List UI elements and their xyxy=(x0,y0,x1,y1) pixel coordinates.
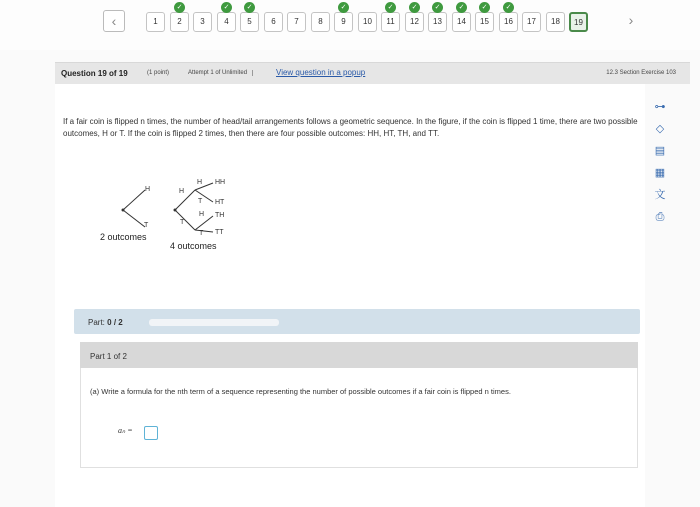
outcome-ht: HT xyxy=(215,199,225,206)
question-6-button[interactable]: 6 xyxy=(264,12,283,32)
tree-right-heads-1: H xyxy=(179,188,185,195)
question-prompt: If a fair coin is flipped n times, the number of head/tail arrangements follows a geometric sequence. In the figure, if the coin is flipped 1 time, there are two possible outcomes, H or T. If the coin is flipped 2 times, then there are four possible outcomes: HH, HT, TH, and TT. xyxy=(63,117,638,138)
completed-check-icon: ✓ xyxy=(221,2,232,13)
completed-check-icon: ✓ xyxy=(174,2,185,13)
tree-left-heads-label: H xyxy=(145,186,151,193)
completed-check-icon: ✓ xyxy=(338,2,349,13)
question-points: (1 point) xyxy=(147,70,170,76)
view-in-popup-link[interactable]: View question in a popup xyxy=(276,68,366,77)
part-1-body xyxy=(80,368,638,468)
tree-left-caption: 2 outcomes xyxy=(100,232,147,242)
answer-input-box[interactable] xyxy=(144,426,158,440)
part-score-label: Part: 0 / 2 xyxy=(88,318,123,327)
completed-check-icon: ✓ xyxy=(385,2,396,13)
part-1-header xyxy=(80,342,638,368)
question-nav-bar xyxy=(0,0,700,50)
question-16-button[interactable]: 16 xyxy=(499,12,518,32)
question-3-button[interactable]: 3 xyxy=(193,12,212,32)
calculator-icon[interactable]: ▦ xyxy=(654,167,666,179)
question-10-button[interactable]: 10 xyxy=(358,12,377,32)
hint-icon[interactable]: ◇ xyxy=(655,123,665,135)
question-header xyxy=(55,62,690,84)
next-question-button[interactable]: › xyxy=(628,12,634,28)
attempt-counter: Attempt 1 of Unlimited xyxy=(188,70,253,76)
question-2-button[interactable]: 2 xyxy=(170,12,189,32)
question-18-button[interactable]: 18 xyxy=(546,12,565,32)
tree-right-caption: 4 outcomes xyxy=(170,241,217,251)
question-13-button[interactable]: 13 xyxy=(428,12,447,32)
question-12-button[interactable]: 12 xyxy=(405,12,424,32)
tree-right-tails-1: T xyxy=(198,198,203,205)
formula-lhs: aₙ = xyxy=(118,426,133,435)
question-8-button[interactable]: 8 xyxy=(311,12,330,32)
completed-check-icon: ✓ xyxy=(479,2,490,13)
question-7-button[interactable]: 7 xyxy=(287,12,306,32)
question-15-button[interactable]: 15 xyxy=(475,12,494,32)
part-progress-track xyxy=(149,319,279,326)
completed-check-icon: ✓ xyxy=(503,2,514,13)
translate-icon[interactable]: 文 xyxy=(654,189,666,201)
question-title: Question 19 of 19 xyxy=(61,69,128,78)
question-17-button[interactable]: 17 xyxy=(522,12,541,32)
completed-check-icon: ✓ xyxy=(409,2,420,13)
outcome-tt: TT xyxy=(215,229,224,236)
part-a-question: (a) Write a formula for the nth term of a sequence representing the number of possible outcomes if a fair coin is flipped n times. xyxy=(90,387,511,396)
question-11-button[interactable]: 11 xyxy=(381,12,400,32)
textbook-icon[interactable]: ▤ xyxy=(654,145,666,157)
completed-check-icon: ✓ xyxy=(432,2,443,13)
completed-check-icon: ✓ xyxy=(456,2,467,13)
tree-right-tails-2: T xyxy=(180,219,185,226)
key-icon[interactable]: ⊶ xyxy=(654,101,666,113)
tree-left-tails-label: T xyxy=(144,222,149,229)
part-score: 0 / 2 xyxy=(107,318,123,327)
completed-check-icon: ✓ xyxy=(244,2,255,13)
outcome-hh: HH xyxy=(215,179,226,186)
print-icon[interactable]: ⎙ xyxy=(655,211,665,223)
question-4-button[interactable]: 4 xyxy=(217,12,236,32)
section-exercise-label: 12.3 Section Exercise 103 xyxy=(606,70,676,76)
previous-question-button[interactable]: ‹ xyxy=(103,10,125,32)
outcome-th: TH xyxy=(215,212,225,219)
question-1-button[interactable]: 1 xyxy=(146,12,165,32)
question-14-button[interactable]: 14 xyxy=(452,12,471,32)
question-9-button[interactable]: 9 xyxy=(334,12,353,32)
tree-right-tails-3: T xyxy=(199,230,204,237)
tree-right-heads-3: H xyxy=(199,211,205,218)
part-1-label: Part 1 of 2 xyxy=(90,352,127,361)
coin-flip-tree-diagram xyxy=(95,172,255,252)
question-19-button[interactable]: 19 xyxy=(569,12,588,32)
question-5-button[interactable]: 5 xyxy=(240,12,259,32)
part-progress-bar xyxy=(74,309,640,334)
tree-right-heads-2: H xyxy=(197,179,203,186)
